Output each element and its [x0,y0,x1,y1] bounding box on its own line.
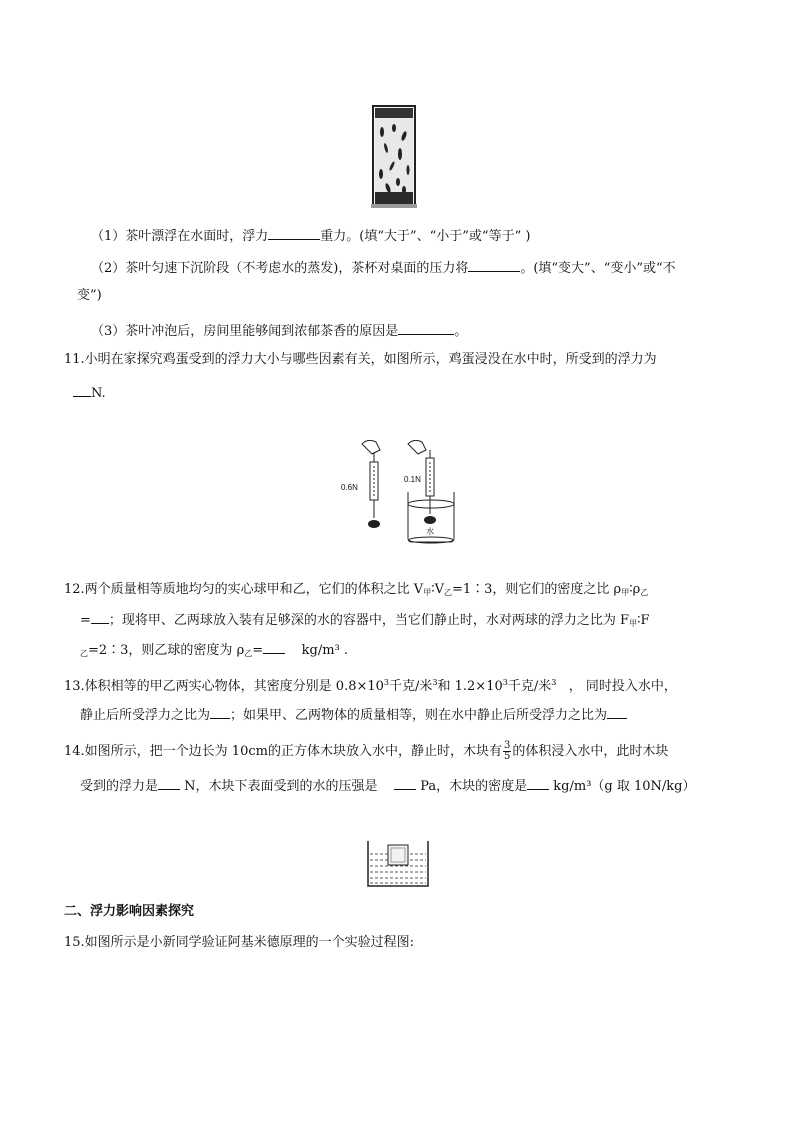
q13-line2: 静止后所受浮力之比为 ；如果甲、乙两物体的质量相等，则在水中静止后所受浮力之比为 [80,705,627,725]
answer-blank[interactable] [91,610,109,624]
answer-blank[interactable] [468,258,520,272]
q11-line1: 11.小明在家探究鸡蛋受到的浮力大小与哪些因素有关，如图所示，鸡蛋浸没在水中时，所受到的浮力为 [64,352,657,367]
answer-blank[interactable] [527,776,549,790]
spring-scale-egg-figure [338,440,460,544]
wood-block-figure [366,840,430,888]
water-label: 水 [426,527,434,536]
answer-blank[interactable] [210,705,230,719]
q10-part2: （2）茶叶匀速下沉阶段（不考虑水的蒸发)，茶杯对桌面的压力将 。(填“变大”、“变小”或“不 [91,258,676,278]
fraction-three-fifths: $\frac{3}{5}$ [503,740,511,762]
q14-line1: 14.如图所示，把一个边长为 10cm的正方体木块放入水中，静止时，木块有 $\frac{3}{5}$ 的体积浸入水中，此时木块 [64,740,669,762]
q11-line2: N. [73,383,106,403]
q10-part2-cont: 变”) [77,288,102,303]
q10-part1: （1）茶叶漂浮在水面时，浮力 重力。(填“大于”、“小于”或“等于” ) [91,226,530,246]
answer-blank[interactable] [394,776,416,790]
answer-blank[interactable] [398,321,454,335]
right-scale-reading: 0.1N [404,475,421,484]
q12-line3: $_乙$=2∶3，则乙球的密度为 $\rho_乙=$ kg/m³ . [80,640,348,663]
q12-line1: 12.两个质量相等质地均匀的实心球甲和乙，它们的体积之比 $V_甲∶V_乙=1∶3$，则它们的密度之比 $\rho_甲∶\rho_乙$ [64,582,649,597]
answer-blank[interactable] [268,226,320,240]
q14-line2: 受到的浮力是 N，木块下表面受到的水的压强是 Pa，木块的密度是 kg/m³（g 取 10N/kg） [80,776,695,796]
answer-blank[interactable] [263,640,285,654]
left-scale-reading: 0.6N [341,483,358,492]
q12-line2: = ；现将甲、乙两球放入装有足够深的水的容器中，当它们静止时，水对两球的浮力之比为 $F_甲∶F$ [80,610,649,633]
answer-blank[interactable] [607,705,627,719]
q10-part3: （3）茶叶冲泡后，房间里能够闻到浓郁茶香的原因是 。 [91,321,467,341]
answer-blank[interactable] [73,383,91,397]
tea-glass-figure [370,104,420,210]
section-heading: 二、浮力影响因素探究 [64,904,195,919]
answer-blank[interactable] [158,776,180,790]
q15-line1: 15.如图所示是小新同学验证阿基米德原理的一个实验过程图: [64,935,415,950]
q13-line1: 13.体积相等的甲乙两实心物体，其密度分别是 $0.8\times 10^3$千克/米$^3$和 $1.2\times 10^3$千克/米$^3$ ， 同时投入水中， [64,678,677,694]
